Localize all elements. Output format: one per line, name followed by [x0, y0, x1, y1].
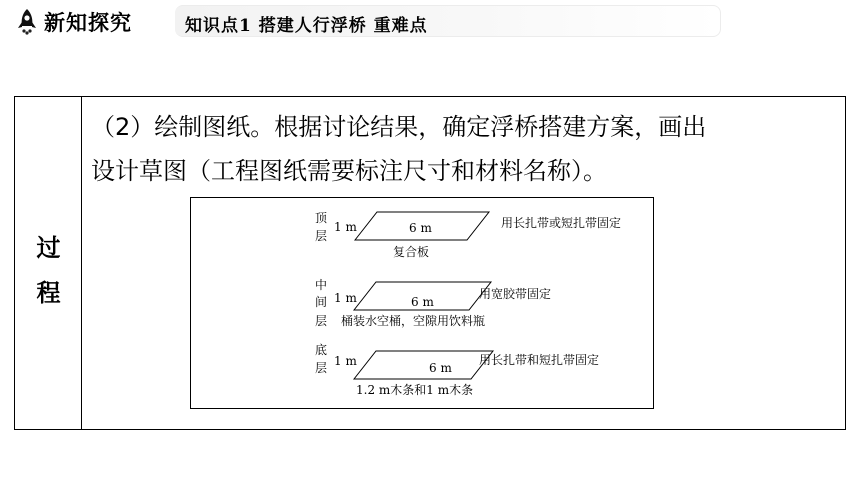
- topic-tag-text: 知识点1 搭建人行浮桥 重难点: [185, 16, 428, 36]
- bottom-layer-width: 1 m: [334, 354, 357, 368]
- section-title: 新知探究: [44, 10, 132, 35]
- middle-layer-width: 1 m: [334, 291, 357, 305]
- diagram-canvas: [191, 198, 653, 408]
- top-layer-length: 6 m: [409, 221, 432, 235]
- bottom-layer-note: 用长扎带和短扎带固定: [479, 353, 600, 367]
- middle-layer-label-2: 间: [315, 295, 328, 309]
- bottom-layer-length: 6 m: [429, 361, 452, 375]
- bridge-design-diagram: [190, 197, 654, 409]
- middle-layer-label-3: 层: [315, 314, 328, 328]
- middle-layer-note: 用宽胶带固定: [479, 287, 552, 301]
- top-layer-note: 用长扎带或短扎带固定: [501, 216, 622, 230]
- section-header: [14, 5, 132, 39]
- top-layer-width: 1 m: [334, 220, 357, 234]
- middle-layer-material: 桶装水空桶，空隙用饮料瓶: [341, 314, 486, 328]
- process-label-char-1: 过: [36, 234, 61, 262]
- top-layer-label-1: 顶: [315, 211, 328, 225]
- bottom-layer-plank: [354, 351, 493, 379]
- top-layer-material: 复合板: [393, 245, 430, 259]
- top-layer-label-2: 层: [315, 229, 328, 243]
- instruction-line-2: 设计草图（工程图纸需要标注尺寸和材料名称）。: [91, 157, 607, 185]
- process-label-cell: [15, 97, 82, 429]
- middle-layer-label-1: 中: [315, 278, 328, 292]
- process-label-char-2: 程: [36, 279, 61, 307]
- bottom-layer-material: 1.2 m木条和1 m木条: [356, 383, 474, 397]
- bottom-layer-label-1: 底: [315, 343, 328, 357]
- instruction-line-1: （2）绘制图纸。根据讨论结果，确定浮桥搭建方案，画出: [91, 113, 707, 141]
- middle-layer-length: 6 m: [411, 295, 434, 309]
- process-table: [14, 96, 846, 430]
- rocket-icon: [14, 8, 40, 36]
- topic-tag: [175, 5, 721, 37]
- bottom-layer-label-2: 层: [315, 361, 328, 375]
